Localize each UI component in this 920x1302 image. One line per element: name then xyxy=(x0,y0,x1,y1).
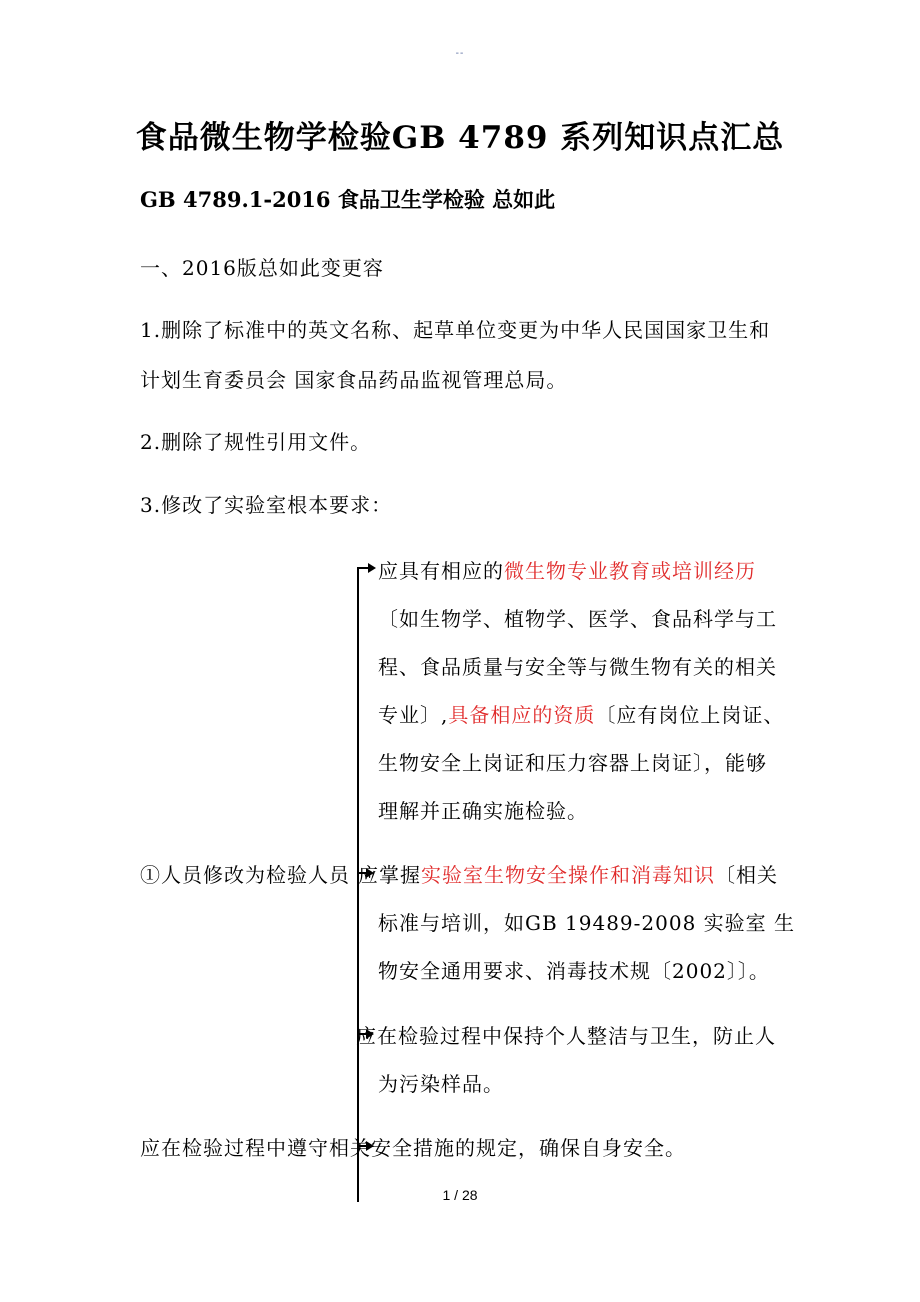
req1-highlight-2: 具备相应的资质 xyxy=(448,703,596,727)
item-3: 3.修改了实验室根本要求： xyxy=(140,493,393,517)
req4-line: 应在检验过程中遵守相关安全措施的规定，确保自身安全。 xyxy=(140,1136,686,1160)
page-header-mark: -- xyxy=(455,48,465,59)
req1-line-5: 生物安全上岗证和压力容器上岗证〕，能够 xyxy=(378,751,767,775)
req3-line-1: 应在检验过程中保持个人整洁与卫生，防止人 xyxy=(356,1024,776,1048)
req1-line-2: 〔如生物学、植物学、医学、食品科学与工 xyxy=(378,607,777,631)
item-2: 2.删除了规性引用文件。 xyxy=(140,430,372,454)
section-subtitle: GB 4789.1-2016 食品卫生学检验 总如此 xyxy=(140,187,556,212)
item-1-line-2: 计划生育委员会 国家食品药品监视管理总局。 xyxy=(140,368,568,392)
req2-line-2: 标准与培训，如GB 19489-2008 实验室 生 xyxy=(378,911,796,935)
req2-highlight: 实验室生物安全操作和消毒知识 xyxy=(421,863,715,887)
arrow-right-icon xyxy=(368,563,376,573)
req1-highlight-1: 微生物专业教育或培训经历 xyxy=(504,559,756,583)
personnel-label: ①人员修改为检验人员 xyxy=(140,863,350,887)
req1-line-3: 程、食品质量与安全等与微生物有关的相关 xyxy=(378,655,777,679)
req1-line-1: 应具有相应的微生物专业教育或培训经历 xyxy=(378,559,756,583)
page-number: 1 / 28 xyxy=(442,1187,478,1203)
req1-line-4: 专业〕,具备相应的资质〔应有岗位上岗证、 xyxy=(378,703,785,727)
document-title: 食品微生物学检验GB 4789 系列知识点汇总 xyxy=(135,120,785,156)
req3-line-2: 为污染样品。 xyxy=(378,1072,504,1096)
section-heading: 一、2016版总如此变更容 xyxy=(140,256,384,280)
req1-line-6: 理解并正确实施检验。 xyxy=(378,799,588,823)
req2-line-1: 应掌握实验室生物安全操作和消毒知识〔相关 xyxy=(358,863,778,887)
req2-line-3: 物安全通用要求、消毒技术规〔2002〕〕。 xyxy=(378,959,770,983)
item-1-line-1: 1.删除了标准中的英文名称、起草单位变更为中华人民国国家卫生和 xyxy=(140,318,771,342)
